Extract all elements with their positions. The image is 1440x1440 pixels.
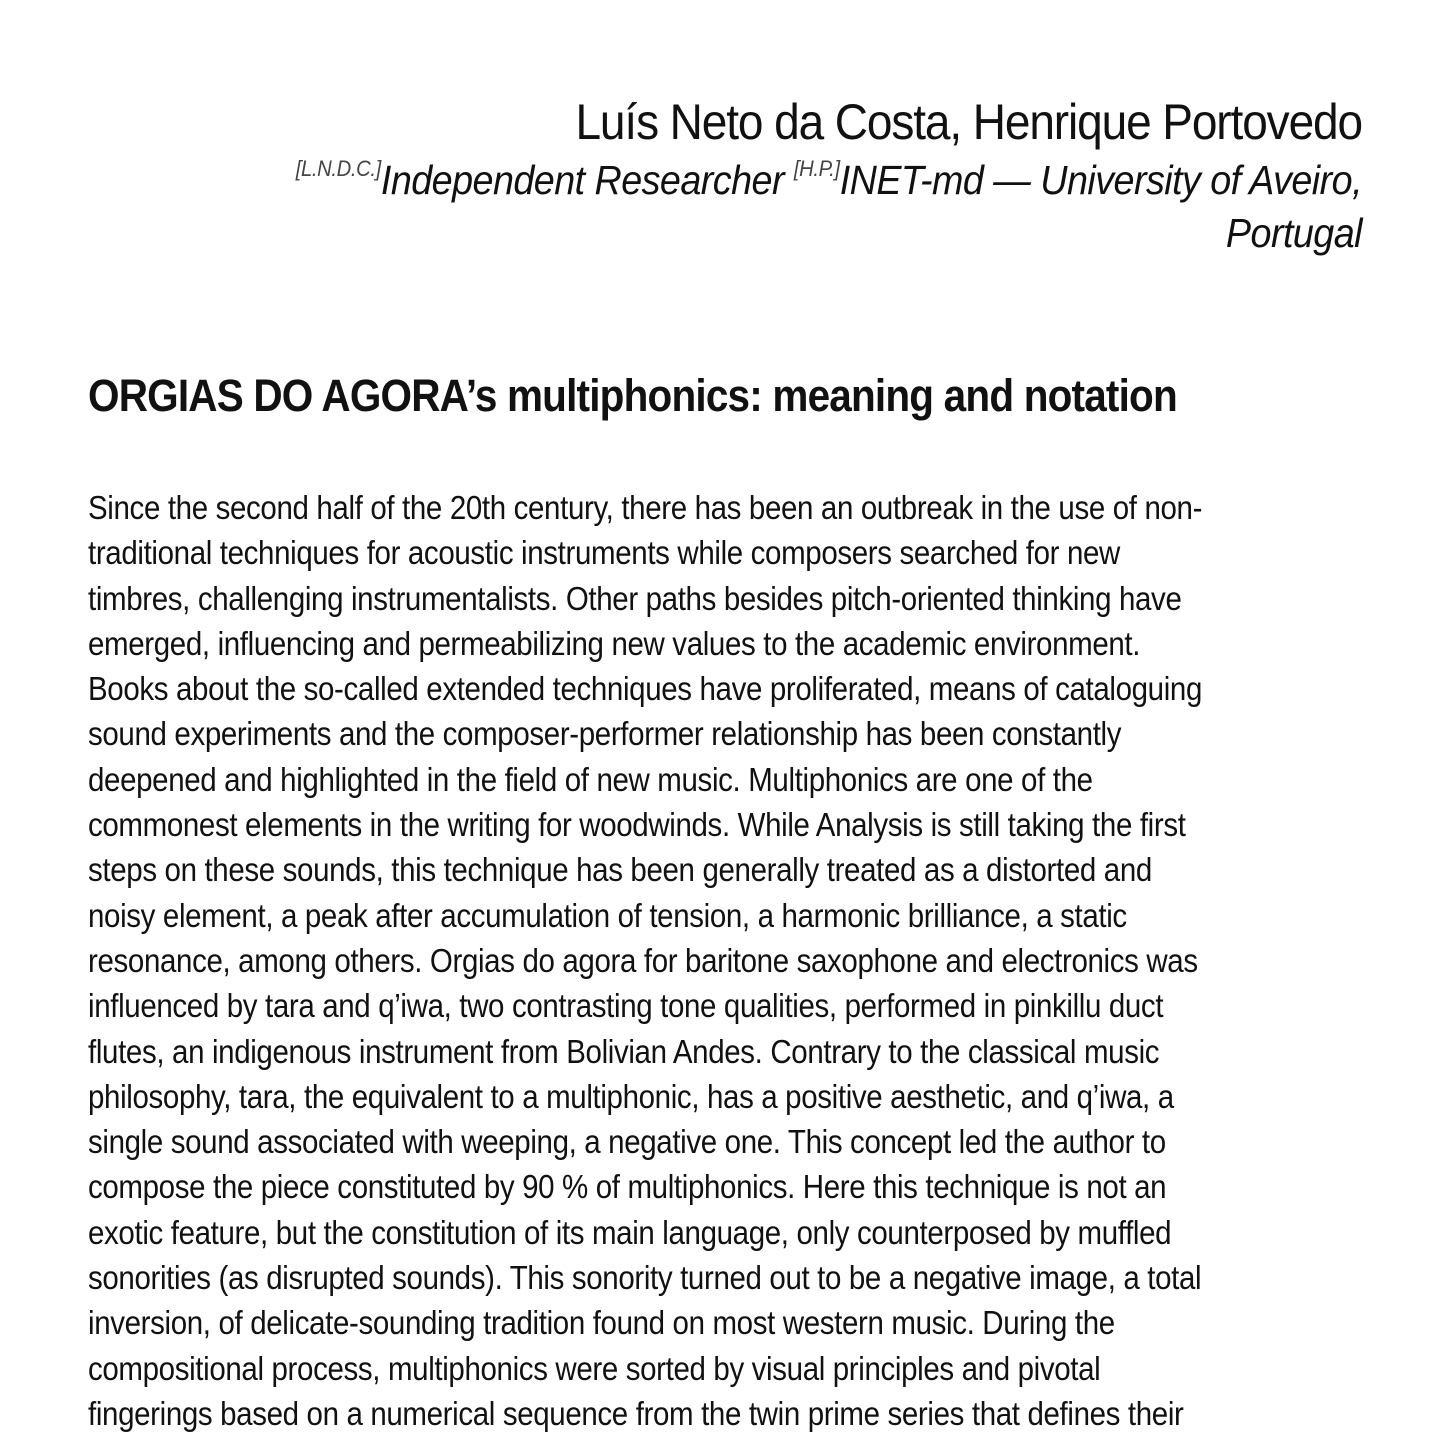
body-line: sonorities (as disrupted sounds). This sonority turned out to be a negative image, a total — [88, 1260, 1202, 1298]
body-line: inversion, of delicate-sounding tradition found on most western music. During the — [88, 1305, 1115, 1343]
affiliation-marker-hp: [H.P.] — [793, 156, 840, 181]
body-line: fingerings based on a numerical sequence from the twin prime series that defines their — [88, 1395, 1184, 1433]
author-affiliations — [212, 154, 1362, 260]
body-line: philosophy, tara, the equivalent to a multiphonic, has a positive aesthetic, and q’iwa, a — [88, 1078, 1174, 1116]
body-line: steps on these sounds, this technique has been generally treated as a distorted and — [88, 852, 1152, 890]
affiliation-line — [212, 154, 1362, 207]
affiliation-independent: Independent Researcher — [380, 157, 794, 203]
body-line: noisy element, a peak after accumulation of tension, a harmonic brilliance, a static — [88, 897, 1127, 935]
author-header — [112, 92, 1362, 260]
body-line: single sound associated with weeping, a negative one. This concept led the author to — [88, 1124, 1166, 1162]
body-line: commonest elements in the writing for woodwinds. While Analysis is still taking the first — [88, 807, 1186, 845]
paper-title: ORGIAS DO AGORA’s multiphonics: meaning and notation — [88, 370, 1177, 421]
body-line: emerged, influencing and permeabilizing new values to the academic environment. — [88, 625, 1141, 663]
body-line: timbres, challenging instrumentalists. Other paths besides pitch-oriented thinking have — [88, 580, 1182, 618]
body-line: Since the second half of the 20th century, there has been an outbreak in the use of non- — [88, 490, 1203, 527]
author-names: Luís Neto da Costa, Henrique Portovedo — [575, 94, 1362, 150]
body-line: influenced by tara and q’iwa, two contrasting tone qualities, performed in pinkillu duct — [88, 988, 1164, 1026]
body-line: Books about the so-called extended techniques have proliferated, means of cataloguing — [88, 671, 1203, 709]
body-line: exotic feature, but the constitution of its main language, only counterposed by muffled — [88, 1214, 1172, 1252]
body-line: deepened and highlighted in the field of new music. Multiphonics are one of the — [88, 761, 1093, 799]
body-line: compose the piece constituted by 90 % of multiphonics. Here this technique is not an — [88, 1169, 1167, 1207]
body-line: resonance, among others. Orgias do agora for baritone saxophone and electronics was — [88, 942, 1198, 980]
abstract-body — [88, 486, 1388, 1437]
body-line: traditional techniques for acoustic instruments while composers searched for new — [88, 535, 1121, 573]
body-line: sound experiments and the composer-performer relationship has been constantly — [88, 716, 1122, 754]
affiliation-inet-md: INET-md — University of Aveiro, — [839, 157, 1362, 203]
affiliation-line-continued: Portugal — [1225, 210, 1362, 256]
affiliation-marker-lndc: [L.N.D.C.] — [295, 156, 381, 181]
body-line: flutes, an indigenous instrument from Bolivian Andes. Contrary to the classical music — [88, 1033, 1160, 1071]
body-line: compositional process, multiphonics were sorted by visual principles and pivotal — [88, 1350, 1101, 1388]
